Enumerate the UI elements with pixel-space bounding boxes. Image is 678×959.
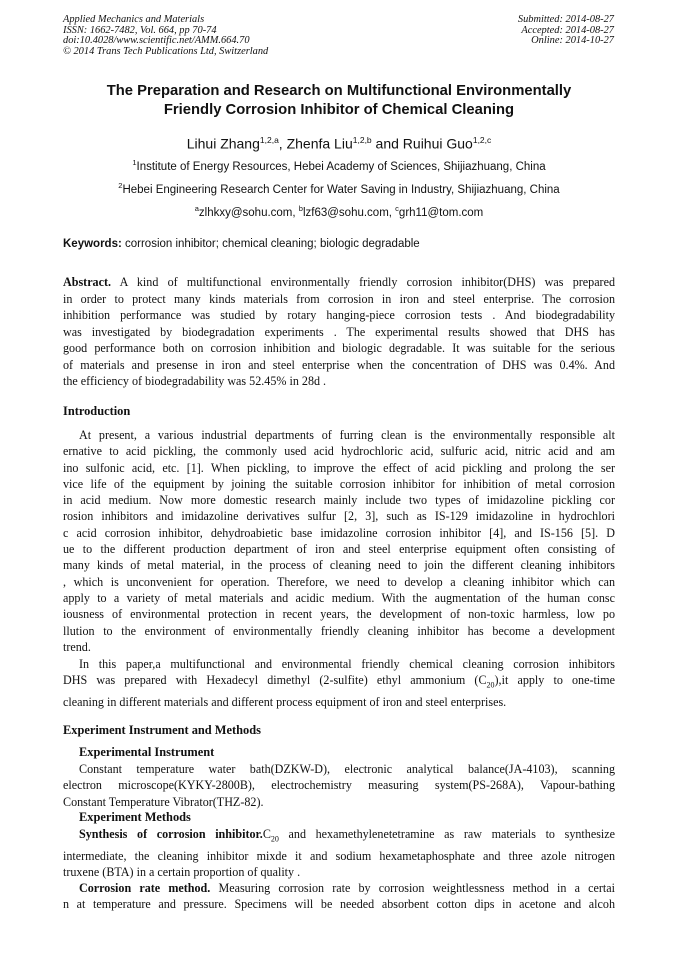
corrosion-text: Measuring corrosion rate by corrosion weightlessness method in a certai xyxy=(210,881,615,895)
synthesis-text: and hexamethylenetetramine as raw materials to synthesize xyxy=(278,827,615,841)
corrosion-line xyxy=(63,880,615,896)
intro-line: c acid corrosion inhibitor, dehydroabietic base imidazoline corrosion inhibitor [4], and IS-156 [5]. D xyxy=(63,525,615,540)
author-name: Lihui Zhang xyxy=(186,135,260,152)
keywords-label: Keywords: xyxy=(63,238,122,250)
accepted-date: Accepted: 2014-08-27 xyxy=(521,24,614,36)
synthesis-line xyxy=(63,826,615,848)
abstract-line: in order to protect many kinds materials from corrosion in iron and steel enterprise. The corrosion xyxy=(63,291,615,306)
journal-info xyxy=(63,15,363,57)
author-affiliation-mark: 1,2,a xyxy=(259,135,279,145)
author-separator: and xyxy=(371,135,403,152)
chemical-subscript: 20 xyxy=(486,680,495,690)
instrument-line: electron microscope(KYKY-2800B), electrochemistry measuring system(PS-268A), Vapour-bathing xyxy=(63,778,615,793)
affiliation-1 xyxy=(40,156,638,174)
intro-line: apply to a variety of metal materials and acidic medium. With the augmentation of the human consc xyxy=(63,590,615,605)
publication-dates xyxy=(394,15,614,47)
intro2-text: ),it apply to one-time xyxy=(494,673,615,688)
abstract-line xyxy=(63,274,615,291)
affiliation-text: Hebei Engineering Research Center for Water Saving in Industry, Shijiazhuang, China xyxy=(122,183,560,196)
intro-line: iousness of environmental protection in recent years, the development of non-toxic harmless, low po xyxy=(63,607,615,622)
keywords xyxy=(63,237,623,251)
intro2-text: DHS was prepared with Hexadecyl dimethyl (2-sulfite) ethyl ammonium (C xyxy=(63,673,487,688)
title-line-1: The Preparation and Research on Multifunctional Environmentally xyxy=(106,83,572,99)
intro-line: llution to the environment of environmentally friendly cleaning inhibitor has become a development xyxy=(63,623,615,638)
instrument-line: Constant temperature water bath(DZKW-D), electronic analytical balance(JA-4103), scanning xyxy=(79,762,615,776)
intro-line: At present, a various industrial departments of furring clean is the environmentally responsible alt xyxy=(79,428,615,442)
chemical-subscript: 20 xyxy=(270,834,279,844)
introduction-heading: Introduction xyxy=(63,404,131,418)
instrument-line: Constant Temperature Vibrator(THZ-82). xyxy=(63,794,264,809)
intro-line: vice life of the equipment by joining the suitable corrosion inhibitor for inhibition of metal corrosion xyxy=(63,476,615,491)
methods-subheading: Experiment Methods xyxy=(79,810,191,824)
introduction-paragraph xyxy=(63,427,615,655)
intro-line: many kinds of metal material, in the process of cleaning need to join the different cleaning inhibitors xyxy=(63,558,615,573)
email-mark: a xyxy=(194,204,199,213)
title-line-2: Friendly Corrosion Inhibitor of Chemical Cleaning xyxy=(163,101,515,118)
introduction-paragraph-2 xyxy=(63,656,615,711)
email-link[interactable]: lzf63@sohu.com, xyxy=(302,206,396,219)
intro2-line xyxy=(63,672,615,694)
author-emails xyxy=(40,202,638,220)
email-link[interactable]: grh11@tom.com xyxy=(398,206,484,219)
synthesis-paragraph xyxy=(63,826,615,880)
instrument-paragraph xyxy=(63,761,615,810)
abstract-line: of materials and presense in iron and steel enterprise when the concentration of DHS was 0.4%. And xyxy=(63,357,615,372)
keywords-text: corrosion inhibitor; chemical cleaning; biologic degradable xyxy=(121,238,420,250)
intro-line: , which is unconvenient for operation. Therefore, we need to develop a cleaning inhibitor which can xyxy=(63,574,615,589)
author-affiliation-mark: 1,2,c xyxy=(472,135,492,145)
paper-title xyxy=(40,82,638,119)
abstract-line: good performance both on corrosion inhibition and biologic degradable. It was suitable for the serious xyxy=(63,341,615,355)
intro-line: rosion inhibitors and imidazoline derivatives sulfur [2, 3], such as IS-129 imidazoline in hydrochlori xyxy=(63,509,615,524)
author-affiliation-mark: 1,2,b xyxy=(352,135,372,145)
affiliation-mark: 1 xyxy=(132,158,137,167)
corrosion-rate-paragraph xyxy=(63,880,615,913)
affiliation-text: Institute of Energy Resources, Hebei Academy of Sciences, Shijiazhuang, China xyxy=(136,160,546,173)
copyright-line: © 2014 Trans Tech Publications Ltd, Switzerland xyxy=(63,45,269,57)
author-list xyxy=(40,131,638,153)
online-date: Online: 2014-10-27 xyxy=(531,35,614,47)
email-mark: b xyxy=(298,204,303,213)
intro-line: ernative to acid pickling, the commonly used acid hydrochloric acid, sulfuric acid, nitric acid and am xyxy=(63,444,615,459)
abstract-label: Abstract. xyxy=(63,275,112,289)
synthesis-text: C xyxy=(262,827,271,841)
synthesis-line: intermediate, the cleaning inhibitor mixde it and sodium hexametaphosphate and three azole nitrogen xyxy=(63,848,615,863)
abstract xyxy=(63,274,615,390)
email-mark: c xyxy=(395,204,399,213)
email-link[interactable]: zlhkxy@sohu.com, xyxy=(198,206,299,219)
synthesis-line: truxene (BTA) in a certain proportion of quality . xyxy=(63,865,301,879)
abstract-line: the efficiency of biodegradability was 52.45% in 28d . xyxy=(63,374,327,388)
author-name: Zhenfa Liu xyxy=(286,135,353,152)
intro2-line: cleaning in different materials and different process equipment of iron and steel enterprises. xyxy=(63,695,507,710)
corrosion-label: Corrosion rate method. xyxy=(79,881,211,895)
experiment-heading: Experiment Instrument and Methods xyxy=(63,723,261,737)
corrosion-line: n at temperature and pressure. Specimens will be needed absorbent cotton dips in acetone and alcoh xyxy=(63,897,615,912)
abstract-line: inhibition performance was studied by rotary hanging-piece corrosion tests . And biodegradability xyxy=(63,308,615,322)
intro2-line: In this paper,a multifunctional and environmental friendly chemical cleaning corrosion inhibitors xyxy=(79,657,615,671)
affiliation-2 xyxy=(40,179,638,197)
submitted-date: Submitted: 2014-08-27 xyxy=(517,14,614,25)
affiliation-mark: 2 xyxy=(118,181,123,190)
synthesis-label: Synthesis of corrosion inhibitor. xyxy=(79,827,263,841)
intro-line: trend. xyxy=(63,639,91,654)
author-separator: , xyxy=(278,135,287,152)
journal-name: Applied Mechanics and Materials xyxy=(63,14,205,25)
author-name: Ruihui Guo xyxy=(402,135,473,152)
intro-line: ue to the different production department of iron and steel enterprise equipment often consisting of xyxy=(63,542,615,557)
instrument-subheading: Experimental Instrument xyxy=(79,745,215,759)
abstract-text: A kind of multifunctional environmentally friendly corrosion inhibitor(DHS) was prepared xyxy=(111,275,615,289)
issn-line: ISSN: 1662-7482, Vol. 664, pp 70-74 xyxy=(63,24,217,36)
doi-line: doi:10.4028/www.scientific.net/AMM.664.70 xyxy=(63,35,250,47)
intro-line: ino sulfonic acid, etc. [1]. When pickling, to improve the effect of acid pickling and prolong the ser xyxy=(63,460,615,475)
abstract-line: was investigated by biodegradation experiments . The experimental results showed that DHS has xyxy=(63,324,615,339)
intro-line: in acid medium. Now more domestic research mainly include two types of imidazoline pickling cor xyxy=(63,493,615,508)
